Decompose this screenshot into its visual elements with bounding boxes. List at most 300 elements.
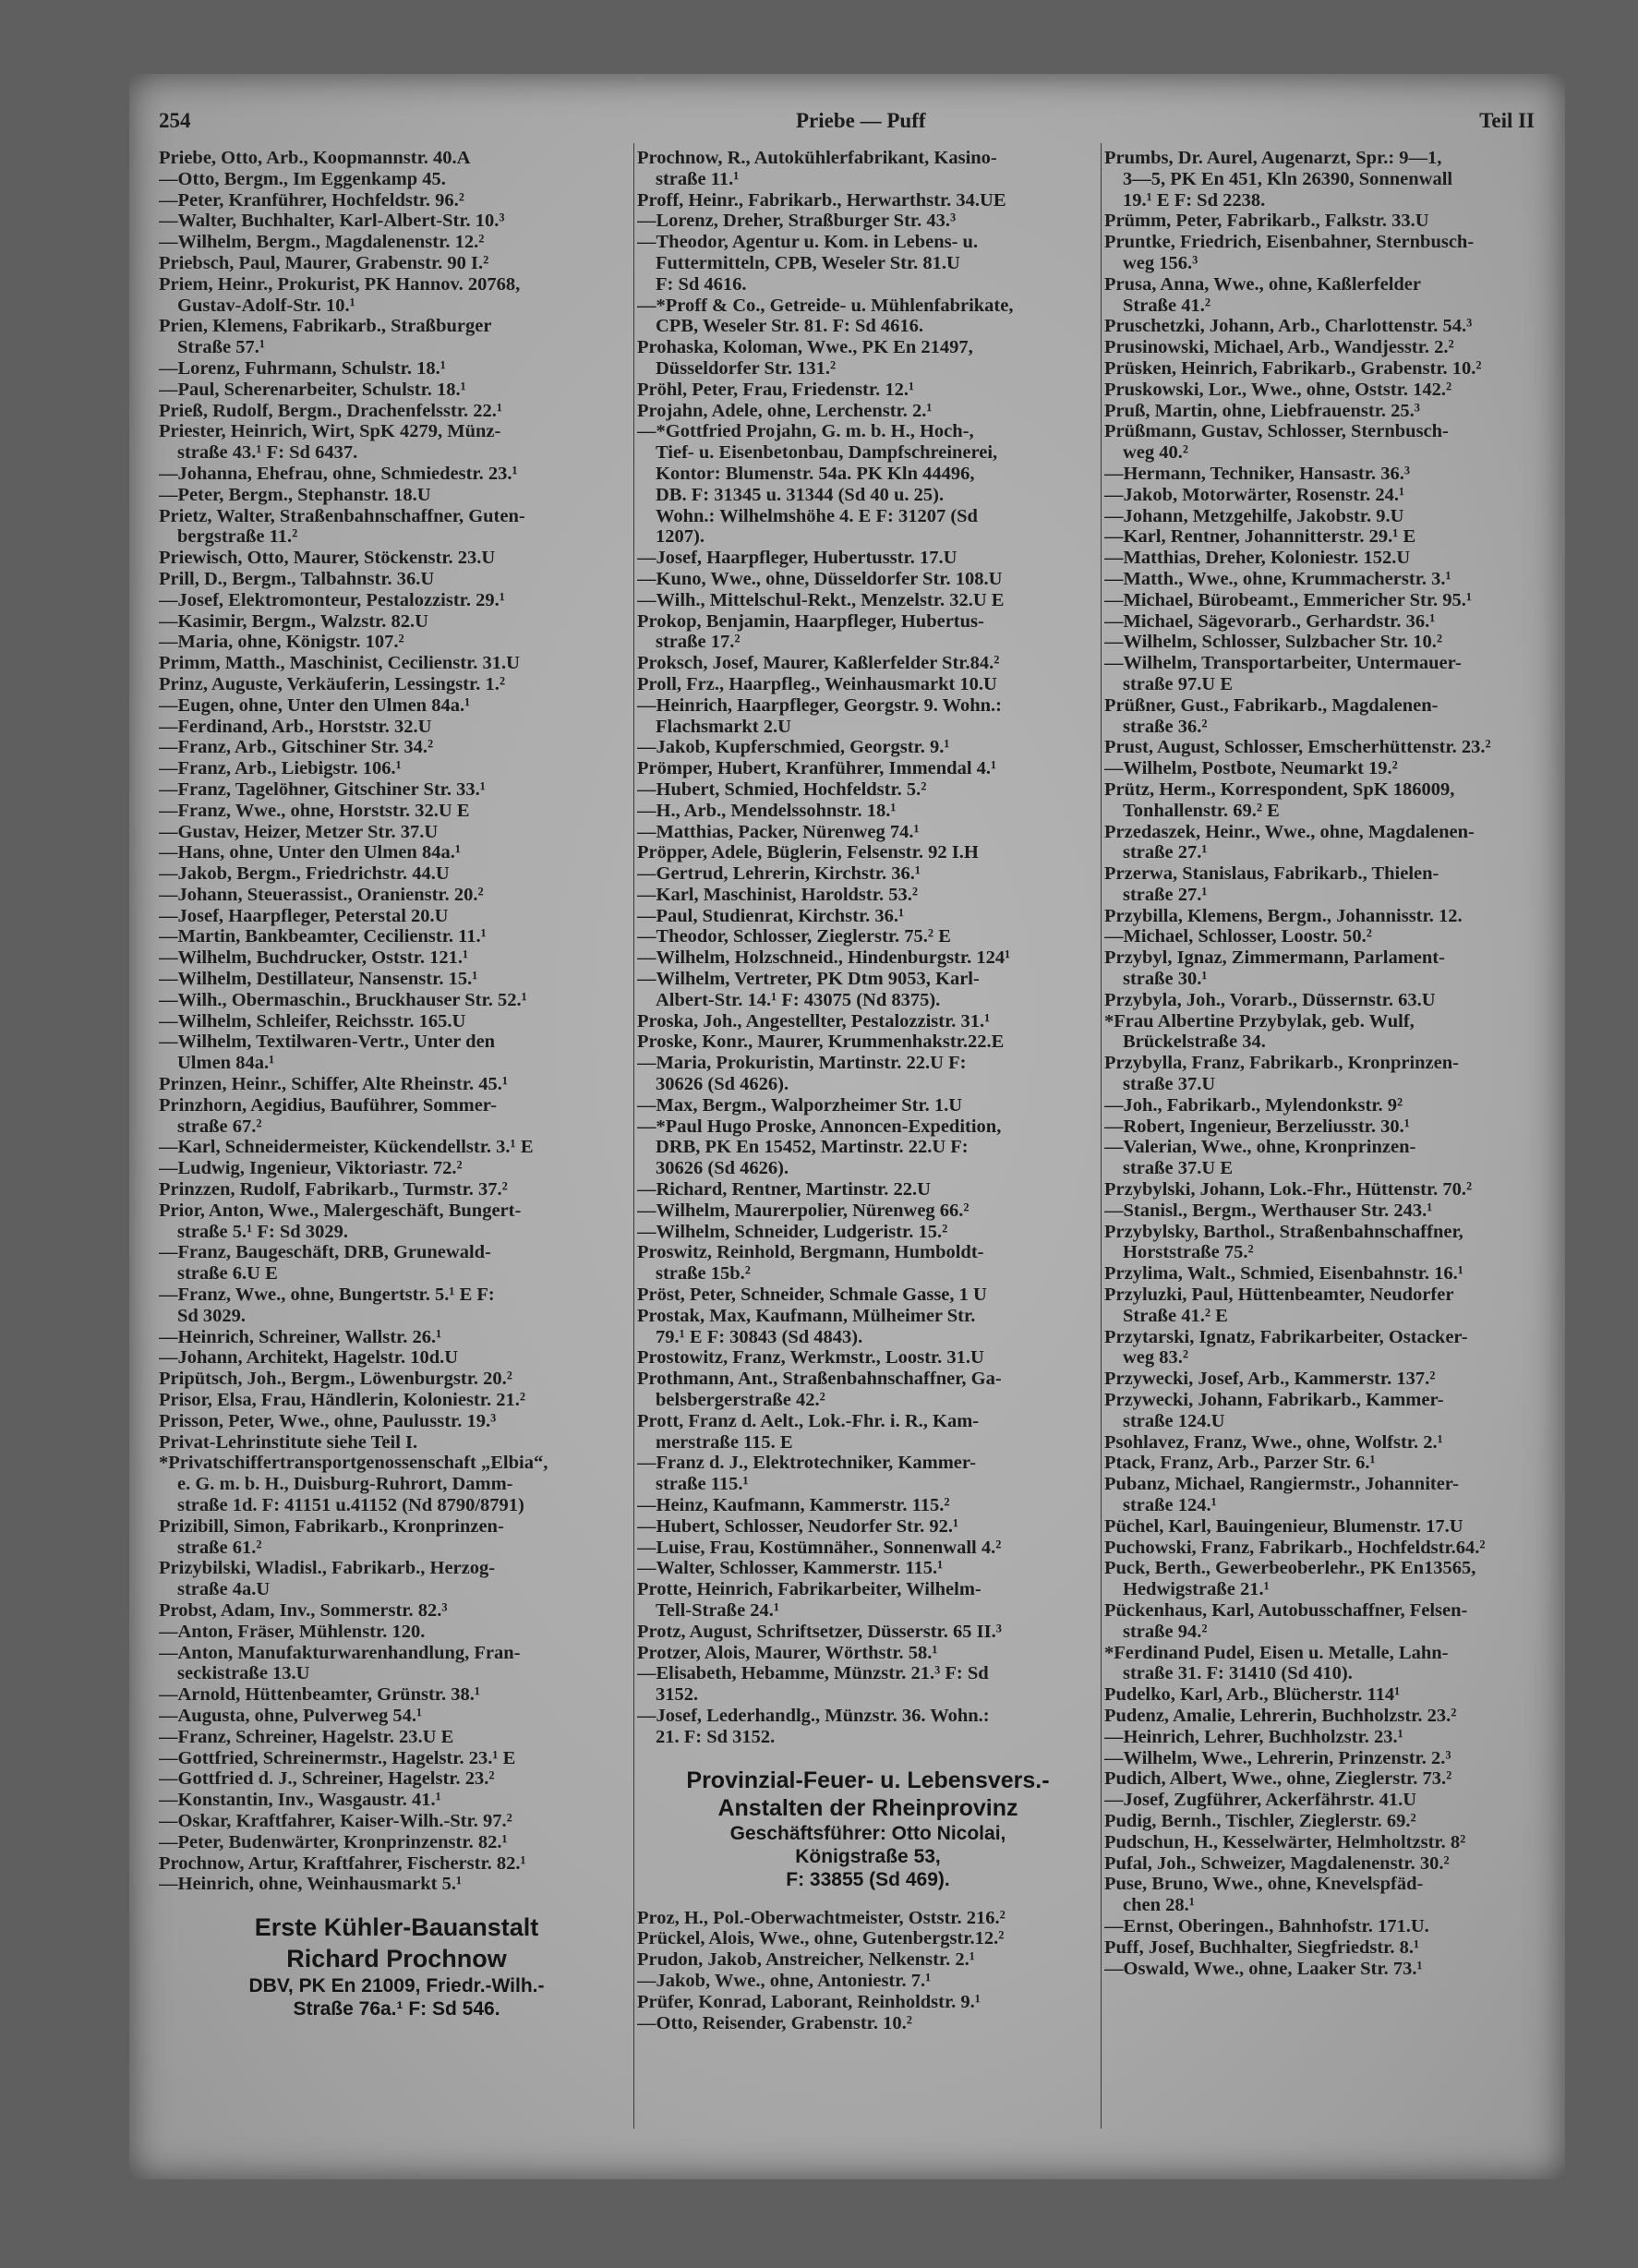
entry-line: Straße 41.² E [1123,1305,1228,1326]
entry-line: —Peter, Budenwärter, Kronprinzenstr. 82.¹ [159,1831,508,1852]
entry-line: Proske, Konr., Maurer, Krummenhakstr.22.E [637,1031,1005,1053]
entry-line: —Wilh., Obermaschin., Bruckhauser Str. 52.¹ [159,989,527,1010]
entry-line: —Franz, Arb., Gitschiner Str. 34.² [159,737,434,758]
entry-line: —*Proff & Co., Getreide- u. Mühlenfabrikate, [637,295,1014,316]
directory-entry [1104,569,1538,590]
directory-entry [159,1832,634,1853]
directory-entry [1104,1706,1538,1727]
entry-line: weg 83.² [1123,1347,1189,1369]
entry-line: —Matthias, Packer, Nürenweg 74.¹ [637,821,920,842]
directory-entry [1104,337,1538,358]
directory-entry [637,380,1099,401]
directory-entry [159,947,634,969]
directory-entry [1104,548,1538,569]
entry-line: —Walter, Buchhalter, Karl-Albert-Str. 10.³ [159,211,505,232]
entry-line: Prinz, Auguste, Verkäuferin, Lessingstr. 1.² [159,673,505,694]
directory-entry [159,653,634,674]
directory-entry [1104,1369,1538,1390]
entry-line: Przybylsky, Barthol., Straßenbahnschaffner, [1104,1221,1463,1242]
entry-line: bergstraße 11.² [177,526,298,548]
directory-entry [159,485,634,506]
directory-entry [637,1200,1099,1222]
directory-entry [1104,1095,1538,1116]
entry-line: —Josef, Elektromonteur, Pestalozzistr. 29.¹ [159,589,505,610]
directory-entry [637,1011,1099,1032]
entry-line: Proll, Frz., Haarpfleg., Weinhausmarkt 10.U [637,673,997,694]
directory-entry [1104,1538,1538,1559]
entry-line: —Wilhelm, Vertreter, PK Dtm 9053, Karl- [637,969,980,990]
entry-line: Prust, August, Schlosser, Emscherhüttenstr. 23.² [1104,737,1491,758]
directory-entry [637,1453,1099,1495]
directory-entry [637,1306,1099,1348]
directory-entry [637,1908,1099,1929]
entry-line: —Maria, Prokuristin, Martinstr. 22.U F: [637,1053,967,1074]
directory-entry [637,737,1099,758]
entry-line: —Max, Bergm., Walporzheimer Str. 1.U [637,1094,963,1116]
entry-line: —Wilhelm, Holzschneid., Hindenburgstr. 124¹ [637,947,1011,969]
directory-entry [637,1928,1099,1949]
page-title: Priebe — Puff [796,109,926,132]
entry-line: Prüfer, Konrad, Laborant, Reinholdstr. 9.¹ [637,1991,981,2012]
directory-entry [1104,1853,1538,1875]
directory-entry [159,380,634,401]
entry-line: straße 61.² [177,1537,262,1558]
entry-line: Prumbs, Dr. Aurel, Augenarzt, Spr.: 9—1, [1104,148,1442,168]
entry-line: Przybilla, Klemens, Bergm., Johannisstr. 12. [1104,905,1463,926]
directory-entry [159,1790,634,1811]
directory-entry [159,1242,634,1285]
entry-line: —*Paul Hugo Proske, Annoncen-Expedition, [637,1116,1002,1137]
entry-line: Prior, Anton, Wwe., Malergeschäft, Bungert- [159,1200,522,1221]
directory-entry [1104,421,1538,464]
entry-line: Prusinowski, Michael, Arb., Wandjesstr. 2.² [1104,337,1454,358]
directory-entry [159,717,634,738]
entry-line: weg 156.³ [1123,252,1198,273]
entry-line: Prinzen, Heinr., Schiffer, Alte Rheinstr. 45.¹ [159,1074,508,1095]
entry-line: —Franz, Wwe., ohne, Bungertstr. 5.¹ E F: [159,1285,495,1306]
entry-line: —Jakob, Kupferschmied, Georgstr. 9.¹ [637,737,950,758]
directory-entry [159,232,634,253]
entry-line: straße 36.² [1123,716,1208,737]
directory-entry [1104,822,1538,864]
entry-line: merstraße 115. E [656,1431,793,1453]
entry-line: Ulmen 84a.¹ [177,1053,275,1074]
entry-line: —Ernst, Oberingen., Bahnhofstr. 171.U. [1104,1915,1429,1936]
directory-entry [1104,211,1538,232]
entry-line: Horststraße 75.² [1123,1242,1254,1263]
entry-line: —Paul, Scherenarbeiter, Schulstr. 18.¹ [159,379,466,400]
entry-line: —Robert, Ingenieur, Berzeliusstr. 30.¹ [1104,1116,1410,1137]
entry-line: Prömper, Hubert, Kranführer, Immendal 4.¹ [637,758,997,779]
entry-line: DB. F: 31345 u. 31344 (Sd 40 u. 25). [656,484,945,505]
entry-line: Puchowski, Franz, Fabrikarb., Hochfeldstr.64.² [1104,1537,1486,1558]
entry-line: Prochnow, Artur, Kraftfahrer, Fischerstr. 82.¹ [159,1852,526,1874]
directory-entry [159,1768,634,1790]
directory-entry [1104,1874,1538,1916]
directory-entry [159,1158,634,1179]
entry-line: chen 28.¹ [1123,1895,1195,1916]
directory-entry [159,1285,634,1327]
directory-entry [159,1874,634,1895]
entry-line: Tell-Straße 24.¹ [656,1599,780,1621]
directory-entry [1104,401,1538,422]
entry-line: Proksch, Josef, Maurer, Kaßlerfelder Str.84.² [637,653,1000,674]
directory-entry [637,1116,1099,1179]
entry-line: —Wilhelm, Maurerpolier, Nürenweg 66.² [637,1200,970,1221]
directory-entry [1104,1832,1538,1853]
entry-line: —Anton, Manufakturwarenhandlung, Fran- [159,1642,521,1663]
directory-entry [159,1095,634,1138]
entry-line: Prusa, Anna, Wwe., ohne, Kaßlerfelder [1104,273,1421,295]
entry-line: —Valerian, Wwe., ohne, Kronprinzen- [1104,1137,1416,1158]
directory-entry [159,969,634,990]
directory-entry [159,1179,634,1200]
directory-entry [159,211,634,232]
directory-entry [637,842,1099,863]
entry-line: —Walter, Schlosser, Kammerstr. 115.¹ [637,1558,944,1579]
directory-entry [1104,1643,1538,1685]
entry-line: Primm, Matth., Maschinist, Cecilienstr. 31.U [159,653,520,674]
ad-line: Anstalten der Rheinprovinz [717,1794,1018,1821]
entry-line: CPB, Weseler Str. 81. F: Sd 4616. [656,316,924,337]
entry-line: Przybyl, Ignaz, Zimmermann, Parlament- [1104,947,1445,969]
entry-line: —Heinrich, Lehrer, Buchholzstr. 23.¹ [1104,1726,1403,1747]
advertisement-provinzial [637,1767,1099,1891]
entry-line: Puse, Bruno, Wwe., ohne, Knevelspfäd- [1104,1874,1424,1895]
entry-line: straße 31. F: 31410 (Sd 410). [1123,1663,1353,1684]
entry-line: —Wilhelm, Buchdrucker, Oststr. 121.¹ [159,947,469,969]
entry-line: Prill, D., Bergm., Talbahnstr. 36.U [159,568,435,589]
entry-line: Pripütsch, Joh., Bergm., Löwenburgstr. 20.² [159,1369,512,1390]
directory-entry [159,1643,634,1685]
directory-entry [159,822,634,843]
entry-line: Hedwigstraße 21.¹ [1123,1579,1270,1600]
directory-entry [159,1558,634,1600]
directory-entry [1104,1790,1538,1811]
directory-entry [1104,358,1538,380]
directory-entry [637,1369,1099,1411]
entry-line: —Gottfried, Schreinermstr., Hagelstr. 23.¹ E [159,1747,516,1768]
directory-entry [1104,1516,1538,1538]
directory-entry [637,1347,1099,1369]
directory-entry [1104,148,1538,211]
directory-entry [1104,1684,1538,1706]
directory-entry [1104,316,1538,337]
directory-entry [159,169,634,190]
directory-entry [1104,1558,1538,1600]
entry-line: —Wilh., Mittelschul-Rekt., Menzelstr. 32.U E [637,589,1005,610]
column-divider [1101,143,1102,2129]
directory-entry [637,1622,1099,1643]
directory-entry [159,548,634,569]
directory-entry [1104,1432,1538,1454]
entry-line: Pröpper, Adele, Büglerin, Felsenstr. 92 I.H [637,842,979,863]
entry-line: —Karl, Rentner, Johannitterstr. 29.¹ E [1104,526,1416,548]
entry-line: —Augusta, ohne, Pulverweg 54.¹ [159,1705,423,1726]
directory-entry [159,885,634,906]
directory-entry [1104,464,1538,485]
entry-line: *Privatschiffertransportgenossenschaft „Elbia“, [159,1453,548,1474]
entry-line: —*Gottfried Projahn, G. m. b. H., Hoch-, [637,421,974,442]
directory-entry [1104,485,1538,506]
entry-line: —Ludwig, Ingenieur, Viktoriastr. 72.² [159,1158,463,1179]
entry-line: Priewisch, Otto, Maurer, Stöckenstr. 23.U [159,548,496,569]
entry-line: —Matthias, Dreher, Koloniestr. 152.U [1104,548,1411,569]
directory-entry [1104,1600,1538,1643]
directory-entry [159,316,634,358]
entry-line: 1207). [656,526,705,548]
entry-line: Prümm, Peter, Fabrikarb., Falkstr. 33.U [1104,211,1429,232]
directory-entry [1104,1916,1538,1937]
entry-line: straße 11.¹ [656,168,740,189]
entry-line: —Lorenz, Dreher, Straßburger Str. 43.³ [637,211,957,232]
entry-line: Pruskowski, Lor., Wwe., ohne, Oststr. 142.² [1104,379,1452,400]
entry-line: Prokop, Benjamin, Haarpfleger, Hubertus- [637,610,984,632]
directory-entry [637,1971,1099,1992]
entry-line: Przylima, Walt., Schmied, Eisenbahnstr. 16.¹ [1104,1263,1463,1285]
entry-line: Brückelstraße 34. [1123,1031,1266,1053]
directory-entry [637,548,1099,569]
entry-line: straße 97.U E [1123,673,1234,694]
entry-line: Przybyla, Joh., Vorarb., Düssernstr. 63.U [1104,989,1436,1010]
directory-entry [159,801,634,822]
entry-line: —Wilhelm, Textilwaren-Vertr., Unter den [159,1031,496,1053]
entry-line: —Heinrich, Haarpfleger, Georgstr. 9. Wohn.: [637,694,1002,716]
entry-line: —Lorenz, Fuhrmann, Schulstr. 18.¹ [159,357,446,379]
entry-line: Prizybilski, Wladisl., Fabrikarb., Herzog- [159,1558,496,1579]
entry-line: Priebe, Otto, Arb., Koopmannstr. 40.A [159,148,471,168]
entry-line: —Josef, Haarpfleger, Peterstal 20.U [159,905,449,926]
entry-line: Prostak, Max, Kaufmann, Mülheimer Str. [637,1305,976,1326]
directory-entry [637,1095,1099,1116]
directory-entry [1104,653,1538,695]
entry-line: 30626 (Sd 4626). [656,1074,789,1095]
entry-line: straße 6.U E [177,1263,278,1285]
entry-line: straße 37.U E [1123,1158,1234,1179]
entry-line: —Johanna, Ehefrau, ohne, Schmiedestr. 23.¹ [159,463,518,484]
entry-line: Futtermitteln, CPB, Weseler Str. 81.U [656,252,960,273]
page-number: 254 [159,109,191,132]
directory-entry [637,926,1099,947]
directory-entry [637,1179,1099,1200]
directory-entry [1104,947,1538,990]
entry-line: —Michael, Schlosser, Loostr. 50.² [1104,926,1372,947]
entry-line: 30626 (Sd 4626). [656,1158,789,1179]
entry-line: —Peter, Kranführer, Hochfeldstr. 96.² [159,189,464,211]
entry-line: Puck, Berth., Gewerbeoberlehr., PK En13565, [1104,1558,1476,1579]
entry-line: straße 5.¹ F: Sd 3029. [177,1221,348,1242]
entry-line: —Otto, Reisender, Grabenstr. 10.² [637,2012,912,2033]
entry-line: —Joh., Fabrikarb., Mylendonkstr. 9² [1104,1094,1403,1116]
entry-line: Pufal, Joh., Schweizer, Magdalenenstr. 30.² [1104,1852,1450,1874]
directory-entry [637,1242,1099,1285]
directory-entry [1104,1285,1538,1327]
directory-entry [1104,1222,1538,1264]
entry-line: —Wilhelm, Destillateur, Nansenstr. 15.¹ [159,969,478,990]
directory-entry [159,1411,634,1432]
section-label: Teil II [1479,109,1535,132]
directory-entry [159,1516,634,1559]
entry-line: Pruschetzki, Johann, Arb., Charlottenstr. 54.³ [1104,316,1473,337]
directory-entry [159,1137,634,1158]
directory-entry [637,1579,1099,1622]
entry-line: Prüßmann, Gustav, Schlosser, Sternbusch- [1104,421,1449,442]
entry-line: 21. F: Sd 3152. [656,1726,776,1747]
directory-entry [637,1516,1099,1538]
entry-line: 79.¹ E F: 30843 (Sd 4843). [656,1326,863,1347]
entry-line: Düsseldorfer Str. 131.² [656,357,837,379]
directory-entry [637,1053,1099,1095]
directory-entry [1104,632,1538,653]
entry-line: Straße 41.² [1123,295,1210,316]
entry-line: —H., Arb., Mendelssohnstr. 18.¹ [637,800,897,821]
entry-line: —Hermann, Techniker, Hansastr. 36.³ [1104,463,1410,484]
entry-line: Priester, Heinrich, Wirt, SpK 4279, Münz- [159,421,501,442]
directory-entry [159,611,634,633]
entry-line: Projahn, Adele, ohne, Lerchenstr. 2.¹ [637,400,933,421]
directory-entry [637,863,1099,885]
entry-line: —Paul, Studienrat, Kirchstr. 36.¹ [637,905,905,926]
directory-entry [1104,1937,1538,1959]
entry-line: 3—5, PK En 451, Kln 26390, Sonnenwall [1123,168,1453,189]
directory-entry [637,1663,1099,1706]
directory-entry [1104,695,1538,738]
entry-line: —Josef, Lederhandlg., Münzstr. 36. Wohn.: [637,1705,990,1726]
entry-line: Prütz, Herm., Korrespondent, SpK 186009, [1104,778,1455,800]
entry-line: straße 43.¹ F: Sd 6437. [177,442,358,464]
entry-line: Gustav-Adolf-Str. 10.¹ [177,295,355,316]
directory-entry [637,779,1099,801]
entry-line: Przybylla, Franz, Fabrikarb., Kronprinzen- [1104,1053,1459,1074]
directory-entry [159,990,634,1011]
entry-line: 3152. [656,1684,699,1706]
entry-line: Pruntke, Friedrich, Eisenbahner, Sternbusch- [1104,232,1475,253]
entry-line: Pudelko, Karl, Arb., Blücherstr. 114¹ [1104,1684,1401,1706]
directory-entry [159,758,634,779]
directory-entry [637,590,1099,611]
directory-entry [159,464,634,485]
entry-line: Straße 57.¹ [177,337,265,358]
entry-line: —Franz, Tagelöhner, Gitschiner Str. 33.¹ [159,778,486,800]
entry-line: Priebsch, Paul, Maurer, Grabenstr. 90 I.² [159,252,489,273]
directory-entry [637,906,1099,927]
directory-entry [159,1853,634,1875]
directory-entry [637,1411,1099,1454]
entry-line: Pubanz, Michael, Rangiermstr., Johanniter- [1104,1474,1459,1495]
directory-entry [159,842,634,863]
entry-line: Flachsmarkt 2.U [656,716,791,737]
directory-entry [637,1538,1099,1559]
entry-line: —Matth., Wwe., ohne, Krummacherstr. 3.¹ [1104,568,1451,589]
entry-line: Prizibill, Simon, Fabrikarb., Kronprinzen- [159,1515,504,1537]
entry-line: —Josef, Zugführer, Ackerfährstr. 41.U [1104,1790,1417,1811]
directory-entry [1104,1137,1538,1179]
directory-entry [637,1495,1099,1516]
directory-entry [637,947,1099,969]
entry-line: Püchel, Karl, Bauingenieur, Blumenstr. 17.U [1104,1515,1463,1537]
entry-line: —Johann, Architekt, Hagelstr. 10d.U [159,1347,459,1369]
directory-entry [1104,1811,1538,1832]
directory-entry [1104,1959,1538,1980]
directory-column-1 [159,148,634,2021]
directory-entry [1104,1011,1538,1054]
directory-entry [1104,863,1538,906]
entry-line: 19.¹ E F: Sd 2238. [1123,189,1266,211]
directory-entry [1104,1390,1538,1432]
entry-line: straße 4a.U [177,1579,271,1600]
entry-line: —Jakob, Wwe., ohne, Antoniestr. 7.¹ [637,1970,932,1991]
directory-entry [159,569,634,590]
entry-line: —Hubert, Schlosser, Neudorfer Str. 92.¹ [637,1515,959,1537]
directory-entry [1104,590,1538,611]
directory-entry [1104,1053,1538,1095]
entry-line: —Wilhelm, Postbote, Neumarkt 19.² [1104,758,1398,779]
directory-entry [1104,526,1538,548]
entry-line: Kontor: Blumenstr. 54a. PK Kln 44496, [656,463,975,484]
entry-line: Prietz, Walter, Straßenbahnschaffner, Guten- [159,505,525,526]
ad-line: Geschäftsführer: Otto Nicolai, [729,1822,1006,1844]
directory-entry [1104,1768,1538,1790]
directory-entry [1104,611,1538,633]
directory-entry [637,758,1099,779]
entry-line: —Ferdinand, Arb., Horststr. 32.U [159,716,432,737]
entry-line: straße 124.U [1123,1410,1225,1431]
entry-line: Proff, Heinr., Fabrikarb., Herwarthstr. 34.UE [637,189,1006,211]
directory-entry [159,737,634,758]
directory-entry [1104,1748,1538,1769]
entry-line: Przybylski, Johann, Lok.-Fhr., Hüttenstr. 70.² [1104,1179,1473,1200]
entry-line: —Peter, Bergm., Stephanstr. 18.U [159,484,431,505]
directory-entry [637,296,1099,338]
entry-line: *Ferdinand Pudel, Eisen u. Metalle, Lahn- [1104,1642,1449,1663]
entry-line: Priem, Heinr., Prokurist, PK Hannov. 20768, [159,273,521,295]
directory-entry [1104,274,1538,317]
directory-entry [637,801,1099,822]
entry-line: —Theodor, Schlosser, Zieglerstr. 75.² E [637,926,951,947]
directory-entry [637,1031,1099,1053]
entry-line: Pudig, Bernh., Tischler, Zieglerstr. 69.² [1104,1810,1416,1831]
ad-line: Provinzial-Feuer- u. Lebensvers.- [686,1767,1050,1793]
directory-entry [159,1011,634,1032]
directory-entry [637,1706,1099,1748]
directory-entry [159,1074,634,1095]
directory-entry [1104,1327,1538,1369]
entry-line: —Hubert, Schmied, Hochfeldstr. 5.² [637,778,927,800]
entry-line: —Wilhelm, Schneider, Ludgeristr. 15.² [637,1221,948,1242]
entry-line: Przywecki, Johann, Fabrikarb., Kammer- [1104,1390,1444,1411]
directory-entry [159,1706,634,1727]
directory-entry [637,190,1099,211]
entry-line: Privat-Lehrinstitute siehe Teil I. [159,1431,418,1453]
page-header [159,109,1535,135]
entry-line: —Oswald, Wwe., ohne, Laaker Str. 73.¹ [1104,1958,1423,1979]
entry-line: Prothmann, Ant., Straßenbahnschaffner, Ga- [637,1369,1002,1390]
ad-line: F: 33855 (Sd 469). [786,1868,950,1890]
entry-line: —Karl, Schneidermeister, Kückendellstr. 3.¹ E [159,1137,534,1158]
entry-line: Prieß, Rudolf, Bergm., Drachenfelsstr. 22.¹ [159,400,503,421]
entry-line: —Franz, Arb., Liebigstr. 106.¹ [159,758,402,779]
directory-entry [637,969,1099,1011]
directory-entry [1104,232,1538,274]
directory-entry [1104,990,1538,1011]
entry-line: —Eugen, ohne, Unter den Ulmen 84a.¹ [159,694,471,716]
directory-entry [1104,1179,1538,1200]
directory-entry [637,1285,1099,1306]
directory-entry [637,421,1099,548]
directory-entry [637,232,1099,295]
directory-entry [1104,1453,1538,1474]
directory-entry [159,906,634,927]
